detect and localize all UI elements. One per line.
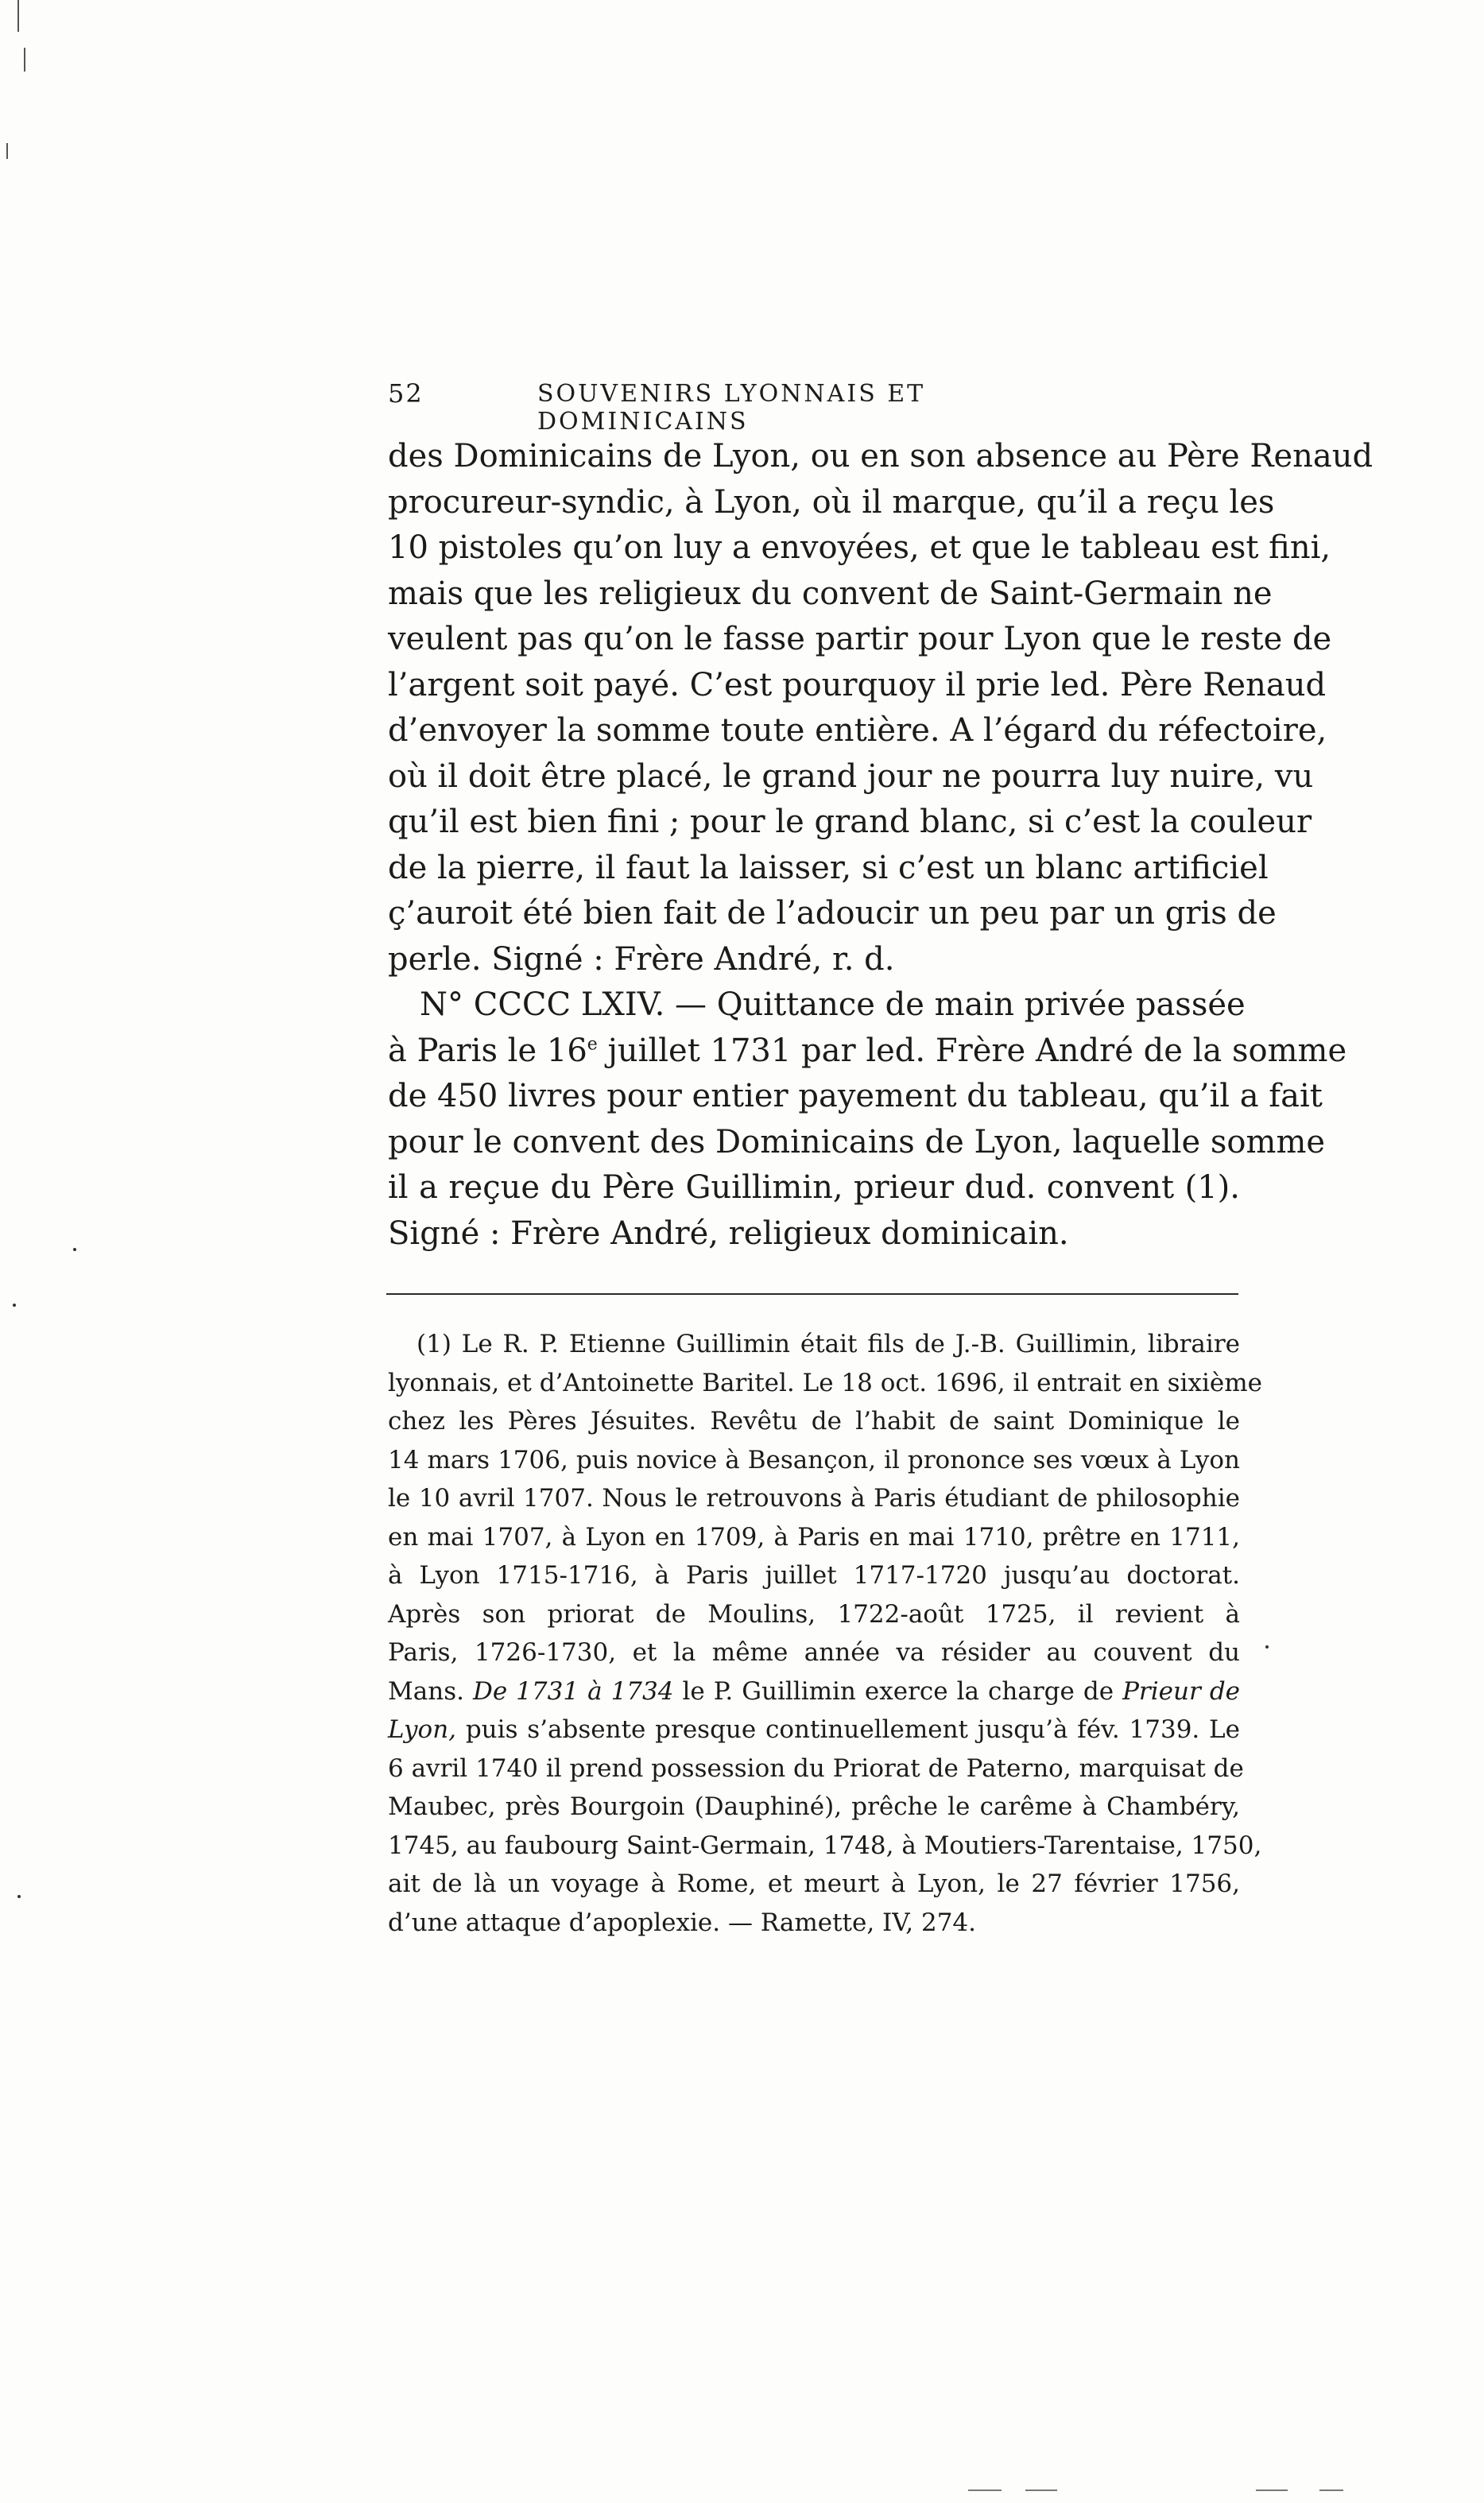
body-line: veulent pas qu’on le fasse partir pour Lyon que le reste de — [388, 621, 1332, 657]
footnote-line: le 10 avril 1707. Nous le retrouvons à Paris étudiant de philosophie — [388, 1484, 1240, 1513]
body-line: d’envoyer la somme toute entière. A l’égard du réfectoire, — [388, 712, 1327, 749]
footnote-text: puis s’absente presque continuellement jusqu’à fév. 1739. Le — [456, 1715, 1240, 1744]
footnote-line: 14 mars 1706, puis novice à Besançon, il prononce ses vœux à Lyon — [388, 1445, 1240, 1474]
body-line: perle. Signé : Frère André, r. d. — [388, 940, 895, 978]
scan-edge-mark — [17, 0, 19, 32]
body-line: où il doit être placé, le grand jour ne pourra luy nuire, vu — [388, 757, 1314, 795]
entry-line: pour le convent des Dominicains de Lyon, laquelle somme — [388, 1123, 1326, 1160]
entry-line — [388, 1029, 1347, 1075]
footnote-line: d’une attaque d’apoplexie. — Ramette, IV, 274. — [388, 1908, 977, 1937]
body-line: mais que les religieux du convent de Saint-Germain ne — [388, 575, 1273, 612]
footnote-text: le P. Guillimin exerce la charge de — [673, 1676, 1123, 1706]
body-text — [388, 434, 1374, 1257]
footnote-line: (1) Le R. P. Etienne Guillimin était fils de J.-B. Guillimin, libraire — [417, 1330, 1240, 1358]
body-line: des Dominicains de Lyon, ou en son absence au Père Renaud — [388, 438, 1374, 475]
margin-speck — [1265, 1645, 1269, 1649]
entry-line: Signé : Frère André, religieux dominicain. — [388, 1215, 1069, 1252]
scan-edge-mark — [6, 143, 8, 159]
margin-speck — [13, 1304, 16, 1307]
footnote-line — [388, 1672, 1240, 1711]
footnote-line: lyonnais, et d’Antoinette Baritel. Le 18 oct. 1696, il entrait en sixième — [388, 1368, 1262, 1397]
entry-date-prefix: à Paris le 16 — [388, 1032, 587, 1069]
entry-heading: N° CCCC LXIV. — Quittance de main privée passée — [420, 986, 1246, 1023]
body-line: de la pierre, il faut la laisser, si c’est un blanc artificiel — [388, 849, 1269, 886]
footnote — [388, 1325, 1262, 1942]
scan-edge-mark — [1319, 2489, 1343, 2491]
footnote-line: chez les Pères Jésuites. Revêtu de l’habit de saint Dominique le — [388, 1407, 1240, 1436]
entry-line: de 450 livres pour entier payement du tableau, qu’il a fait — [388, 1078, 1323, 1114]
body-line: 10 pistoles qu’on luy a envoyées, et que le tableau est fini, — [388, 529, 1331, 566]
footnote-line: Maubec, près Bourgoin (Dauphiné), prêche le carême à Chambéry, — [388, 1792, 1240, 1821]
ordinal-superscript: e — [587, 1034, 598, 1055]
footnote-line: 6 avril 1740 il prend possession du Priorat de Paterno, marquisat de — [388, 1753, 1244, 1783]
page-number: 52 — [388, 378, 424, 409]
scan-edge-mark — [24, 48, 25, 72]
footnote-text: Mans. — [388, 1676, 473, 1706]
body-line: l’argent soit payé. C’est pourquoy il prie led. Père Renaud — [388, 666, 1327, 703]
entry-line: il a reçue du Père Guillimin, prieur dud. convent (1). — [388, 1169, 1240, 1206]
footnote-italic: Prieur de — [1122, 1676, 1241, 1706]
margin-speck — [73, 1248, 76, 1251]
footnote-line — [388, 1711, 1240, 1749]
footnote-line: en mai 1707, à Lyon en 1709, à Paris en mai 1710, prêtre en 1711, — [388, 1522, 1240, 1552]
running-header — [388, 378, 1078, 436]
running-title: SOUVENIRS LYONNAIS ET DOMINICAINS — [537, 380, 926, 436]
scan-edge-mark — [1025, 2489, 1057, 2491]
footnote-line: Paris, 1726-1730, et la même année va résider au couvent du — [388, 1638, 1240, 1667]
footnote-line: 1745, au faubourg Saint-Germain, 1748, à Moutiers-Tarentaise, 1750, — [388, 1831, 1262, 1860]
entry-date-suffix: juillet 1731 par led. Frère André de la somme — [597, 1032, 1347, 1069]
margin-speck — [17, 1895, 21, 1898]
body-line: qu’il est bien fini ; pour le grand blanc, si c’est la couleur — [388, 804, 1312, 840]
body-line: ç’auroit été bien fait de l’adoucir un peu par un gris de — [388, 895, 1277, 932]
footnote-italic: De 1731 à 1734 — [472, 1676, 674, 1706]
footnote-line: à Lyon 1715-1716, à Paris juillet 1717-1720 jusqu’au doctorat. — [388, 1561, 1240, 1590]
scan-edge-mark — [968, 2489, 1002, 2491]
body-line: procureur-syndic, à Lyon, où il marque, qu’il a reçu les — [388, 483, 1275, 521]
footnote-line: Après son priorat de Moulins, 1722-août 1725, il revient à — [388, 1599, 1240, 1629]
footnote-italic: Lyon, — [388, 1715, 457, 1744]
footnote-separator — [386, 1293, 1238, 1295]
scan-edge-mark — [1256, 2489, 1288, 2491]
footnote-line: ait de là un voyage à Rome, et meurt à Lyon, le 27 février 1756, — [388, 1870, 1240, 1898]
